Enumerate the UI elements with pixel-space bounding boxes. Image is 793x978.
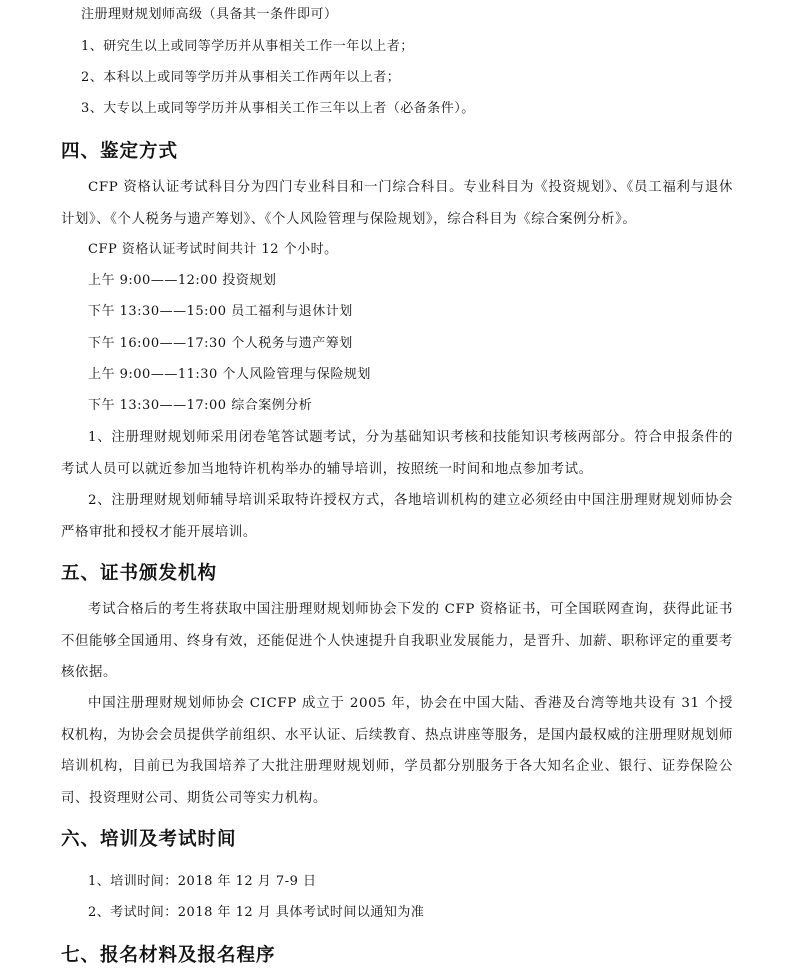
paragraph: 考试合格后的考生将获取中国注册理财规划师协会下发的 CFP 资格证书，可全国联网查询，获得此证书不但能够全国通用、终身有效，还能促进个人快速提升自我职业发展能力，是晋升、加薪、职称评定的重要考核依据。 <box>61 602 733 680</box>
qualification-item: 3、大专以上或同等学历并从事相关工作三年以上者（必备条件）。 <box>81 101 475 116</box>
section-heading: 四、鉴定方式 <box>61 141 179 162</box>
schedule-item: 下午 16:00——17:30 个人税务与遗产筹划 <box>88 336 353 351</box>
paragraph: CFP 资格认证考试科目分为四门专业科目和一门综合科目。专业科目为《投资规划》、《员工福利与退休计划》、《个人税务与遗产筹划》、《个人风险管理与保险规划》，综合科目为《综合案例分析》。 <box>61 180 733 227</box>
schedule-item: 上午 9:00——12:00 投资规划 <box>88 273 277 288</box>
qualification-item: 2、本科以上或同等学历并从事相关工作两年以上者； <box>81 70 401 85</box>
exam-hours-text: CFP 资格认证考试时间共计 12 个小时。 <box>88 242 338 257</box>
section-heading: 六、培训及考试时间 <box>61 829 237 850</box>
section-heading: 七、报名材料及报名程序 <box>61 945 276 966</box>
paragraph: 2、注册理财规划师辅导培训采取特许授权方式，各地培训机构的建立必须经由中国注册理财规划师协会严格审批和授权才能开展培训。 <box>61 493 733 540</box>
section-heading: 五、证书颁发机构 <box>61 563 218 584</box>
qualification-title: 注册理财规划师高级（具备其一条件即可） <box>81 7 338 22</box>
schedule-item: 2、考试时间：2018 年 12 月 具体考试时间以通知为准 <box>88 905 425 920</box>
paragraph: 中国注册理财规划师协会 CICFP 成立于 2005 年，协会在中国大陆、香港及台湾等地共设有 31 个授权机构，为协会会员提供学前组织、水平认证、后续教育、热点讲座等服务，是国内最权威的注册理财规划师培训机构，目前已为我国培养了大批注册理财规划师，学员都分别服务于各大知名企业、银行、证券保险公司、投资理财公司、期货公司等实力机构。 <box>61 696 733 806</box>
schedule-item: 下午 13:30——15:00 员工福利与退休计划 <box>88 304 353 319</box>
schedule-item: 下午 13:30——17:00 综合案例分析 <box>88 398 313 413</box>
schedule-item: 1、培训时间：2018 年 12 月 7-9 日 <box>88 874 317 889</box>
qualification-item: 1、研究生以上或同等学历并从事相关工作一年以上者； <box>81 39 414 54</box>
schedule-item: 上午 9:00——11:30 个人风险管理与保险规划 <box>88 367 371 382</box>
paragraph: 1、注册理财规划师采用闭卷笔答试题考试，分为基础知识考核和技能知识考核两部分。符合申报条件的考试人员可以就近参加当地特许机构举办的辅导培训，按照统一时间和地点参加考试。 <box>61 430 733 477</box>
